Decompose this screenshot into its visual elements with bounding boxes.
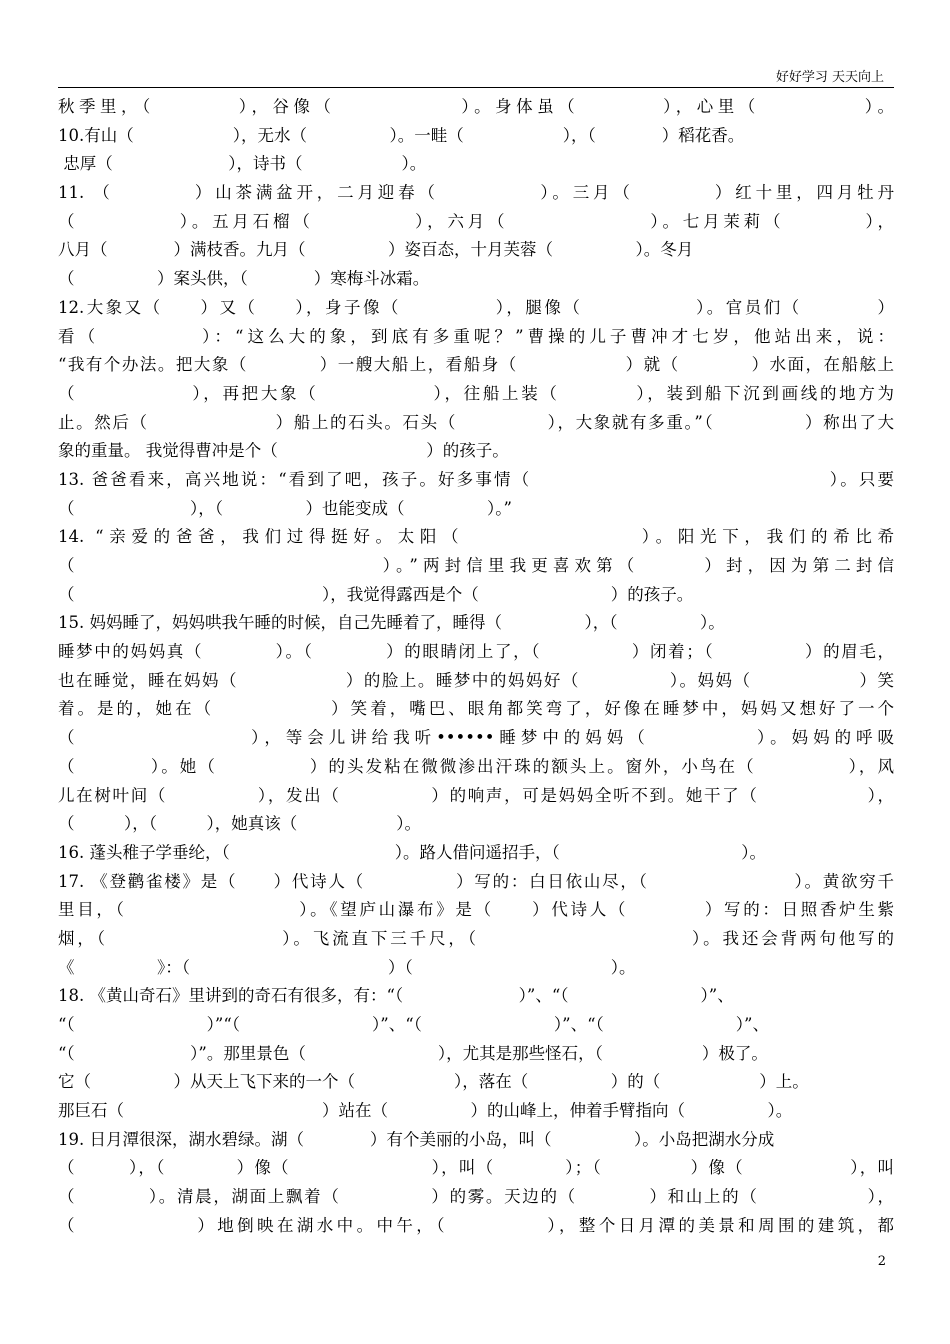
text-line: 象的重量。 我觉得曹冲是个（ ）的孩子。 [58, 441, 509, 461]
text-line: （ ）。清晨，湖面上飘着（ ）的雾。天边的（ ）和山上的（ ）， [58, 1187, 894, 1207]
text-line: （ ）。五月石榴（ ），六月（ ）。七月茉莉（ ）， [58, 211, 894, 231]
text-line: 16. 蓬头稚子学垂纶，（ ）。路人借问遥招手，（ ）。 [58, 842, 766, 862]
text-line: （ ）。她（ ）的头发粘在微微渗出汗珠的额头上。窗外，小鸟在（ ），风 [58, 756, 894, 776]
text-line: 17. 《登鹳雀楼》是（ ）代诗人（ ）写的：白日依山尽，（ ）。黄欲穷千 [58, 871, 894, 891]
text-line: “（ ）”“（ ）”、“（ ）”、“（ ）”、 [58, 1015, 769, 1034]
text-line: 也在睡觉，睡在妈妈（ ）的脸上。睡梦中的妈妈好（ ）。妈妈（ ）笑 [58, 670, 894, 690]
text-line: 看（ ）：“这么大的象，到底有多重呢？”曹操的儿子曹冲才七岁，他站出来，说： [58, 326, 894, 346]
text-line: （ ）案头供，（ ）寒梅斗冰霜。 [58, 269, 430, 289]
text-line: 着。是的，她在（ ）笑着，嘴巴、眼角都笑弯了，好像在睡梦中，妈妈又想好了一个 [58, 699, 894, 719]
text-line: 19. 日月潭很深，湖水碧绿。湖（ ）有个美丽的小岛，叫（ ）。小岛把湖水分成 [58, 1129, 775, 1149]
text-line: 12.大象又（ ）又（ ），身子像（ ），腿像（ ）。官员们（ ） [58, 297, 894, 317]
text-line: （ ），（ ）像（ ），叫（ ）；（ ）像（ ），叫 [58, 1158, 894, 1178]
text-line: （ ），再把大象（ ），往船上装（ ），装到船下沉到画线的地方为 [58, 383, 894, 403]
text-line: 忠厚（ ），诗书（ ）。 [58, 154, 427, 174]
text-line: 15. 妈妈睡了，妈妈哄我午睡的时候，自己先睡着了，睡得（ ），（ ）。 [58, 613, 725, 633]
header-rule [58, 87, 894, 88]
text-line: 秋季里，（ ），谷像（ ）。身体虽（ ），心里（ ）。 [58, 97, 894, 116]
page-header: 好好学习 天天向上 [775, 70, 884, 85]
text-line: 八月（ ）满枝香。九月（ ）姿百态，十月芙蓉（ ）。冬月 [58, 240, 694, 260]
text-line: 烟，（ ）。飞流直下三千尺，（ ）。我还会背两句他写的 [58, 928, 894, 948]
text-line: （ ），我觉得露西是个（ ）的孩子。 [58, 584, 694, 604]
text-line: 儿在树叶间（ ），发出（ ）的响声，可是妈妈全听不到。她干了（ ）， [58, 785, 894, 805]
text-line: （ ），（ ）也能变成（ ）。” [58, 498, 512, 518]
text-line: 13. 爸爸看来，高兴地说：“看到了吧，孩子。好多事情（ ）。只要 [58, 469, 894, 489]
text-line: 14. “亲爱的爸爸，我们过得挺好。太阳（ ）。阳光下，我们的希比希 [58, 527, 894, 547]
text-line: 它（ ）从天上飞下来的一个（ ），落在（ ）的（ ）上。 [58, 1072, 809, 1092]
text-line: 睡梦中的妈妈真（ ）。（ ）的眼睛闭上了，（ ）闭着；（ ）的眉毛， [58, 642, 894, 662]
text-line: （ ）。”两封信里我更喜欢第（ ）封，因为第二封信 [58, 556, 894, 575]
page-number: 2 [877, 1254, 886, 1269]
text-line: （ ），（ ），她真该（ ）。 [58, 814, 421, 834]
text-line: “我有个办法。把大象（ ）一艘大船上，看船身（ ）就（ ）水面，在船舷上 [58, 355, 894, 375]
text-line: （ ），等会儿讲给我听••••••睡梦中的妈妈（ ）。妈妈的呼吸 [58, 728, 894, 748]
text-line: 里目，（ ）。《望庐山瀑布》是（ ）代诗人（ ）写的：日照香炉生紫 [58, 900, 894, 920]
text-line: 18. 《黄山奇石》里讲到的奇石有很多，有：“（ ）”、“（ ）”、 [58, 986, 734, 1006]
text-line: 《 》：（ ）（ ）。 [58, 957, 636, 977]
text-line: “（ ）”。那里景色（ ），尤其是那些怪石，（ ）极了。 [58, 1043, 768, 1063]
worksheet-content [58, 93, 894, 1241]
text-line: （ ）地倒映在湖水中。中午，（ ），整个日月潭的美景和周围的建筑，都 [58, 1215, 894, 1235]
text-line: 止。然后（ ）船上的石头。石头（ ），大象就有多重。”（ ）称出了大 [58, 412, 894, 432]
text-line: 那巨石（ ）站在（ ）的山峰上，伸着手臂指向（ ）。 [58, 1101, 793, 1121]
text-line: 10.有山（ ），无水（ ）。一畦（ ），（ ）稻花香。 [58, 125, 745, 145]
text-line: 11. （ ）山茶满盆开，二月迎春（ ）。三月（ ）红十里，四月牡丹 [58, 183, 894, 203]
